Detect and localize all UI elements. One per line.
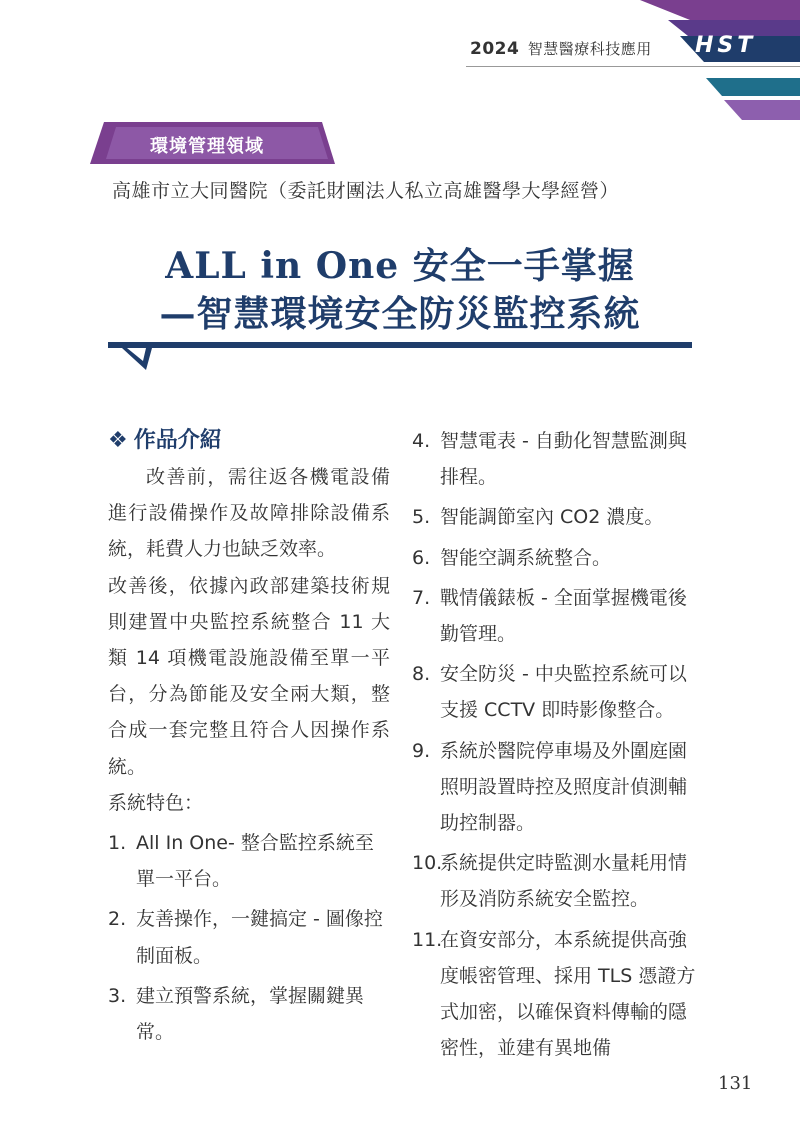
list-item-number: 6. (412, 546, 431, 569)
list-item-text: 智慧電表 - 自動化智慧監測與排程。 (440, 430, 687, 489)
list-item-number: 8. (412, 663, 431, 686)
list-item (412, 845, 700, 917)
list-item (412, 540, 700, 576)
main-title-line1: ALL in One 安全一手掌握 (165, 245, 635, 287)
list-item-text: 系統提供定時監測水量耗用情形及消防系統安全監控。 (440, 852, 688, 911)
intro-after: 改善後，依據內政部建築技術規則建置中央監控系統整合 11 大類 14 項機電設施設備至單一平台，分為節能及安全兩大類，整合成一套完整且符合人因操作系統。 (108, 574, 390, 778)
list-item-text: 戰情儀錶板 - 全面掌握機電後勤管理。 (440, 586, 687, 646)
list-item-number: 11. (412, 928, 443, 951)
intro-before: 改善前，需往返各機電設備進行設備操作及故障排除設備系統，耗費人力也缺乏效率。 (108, 466, 390, 561)
list-item-text: 智能空調系統整合。 (440, 546, 612, 569)
list-item (108, 978, 390, 1050)
category-tag: 環境管理領域 (150, 136, 264, 157)
list-item-text: 安全防災 - 中央監控系統可以支援 CCTV 即時影像整合。 (440, 663, 687, 722)
list-item-text: 系統於醫院停車場及外圍庭園照明設置時控及照度計偵測輔助控制器。 (440, 739, 688, 835)
list-item-number: 9. (412, 739, 431, 762)
hospital-name: 高雄市立大同醫院（委託財團法人私立高雄醫學大學經營） (112, 180, 620, 202)
features-list-right (412, 423, 700, 1066)
list-item-text: 在資安部分，本系統提供高強度帳密管理、採用 TLS 憑證方式加密，以確保資料傳輸的隱密性，並建有異地備 (440, 928, 696, 1060)
list-item-number: 10. (412, 852, 443, 875)
list-item-number: 1. (108, 832, 127, 855)
list-item-text: All In One- 整合監控系統至單一平台。 (136, 832, 374, 891)
list-item (412, 499, 700, 535)
hst-logo: HST (695, 33, 757, 58)
header-divider (466, 66, 800, 67)
list-item-number: 2. (108, 908, 127, 931)
header-corner-graphic (0, 0, 800, 130)
list-item-number: 5. (412, 506, 431, 529)
list-item-text: 建立預警系統，掌握關鍵異常。 (136, 984, 365, 1044)
right-column (412, 423, 700, 1066)
list-item (412, 580, 700, 652)
features-label: 系統特色： (108, 791, 204, 814)
list-item-number: 3. (108, 984, 127, 1007)
section-heading-text: 作品介紹 (133, 428, 222, 453)
list-item (412, 733, 700, 842)
diamond-bullet-icon: ❖ (108, 428, 128, 453)
list-item (412, 656, 700, 728)
list-item-text: 友善操作，一鍵搞定 - 圖像控制面板。 (136, 908, 383, 967)
list-item (412, 423, 700, 495)
header-title (470, 38, 652, 59)
title-underline (108, 340, 692, 370)
header-year: 2024 (470, 39, 520, 59)
list-item (108, 901, 390, 973)
list-item-text: 智能調節室內 CO2 濃度。 (440, 506, 664, 529)
list-item (412, 922, 700, 1067)
page-number: 131 (718, 1073, 753, 1094)
list-item-number: 7. (412, 586, 431, 609)
header-publication: 智慧醫療科技應用 (527, 40, 652, 58)
features-list-left (108, 825, 390, 1050)
list-item (108, 825, 390, 897)
left-column (108, 423, 390, 1050)
list-item-number: 4. (412, 430, 431, 452)
main-title-line2: —智慧環境安全防災監控系統 (159, 293, 641, 335)
